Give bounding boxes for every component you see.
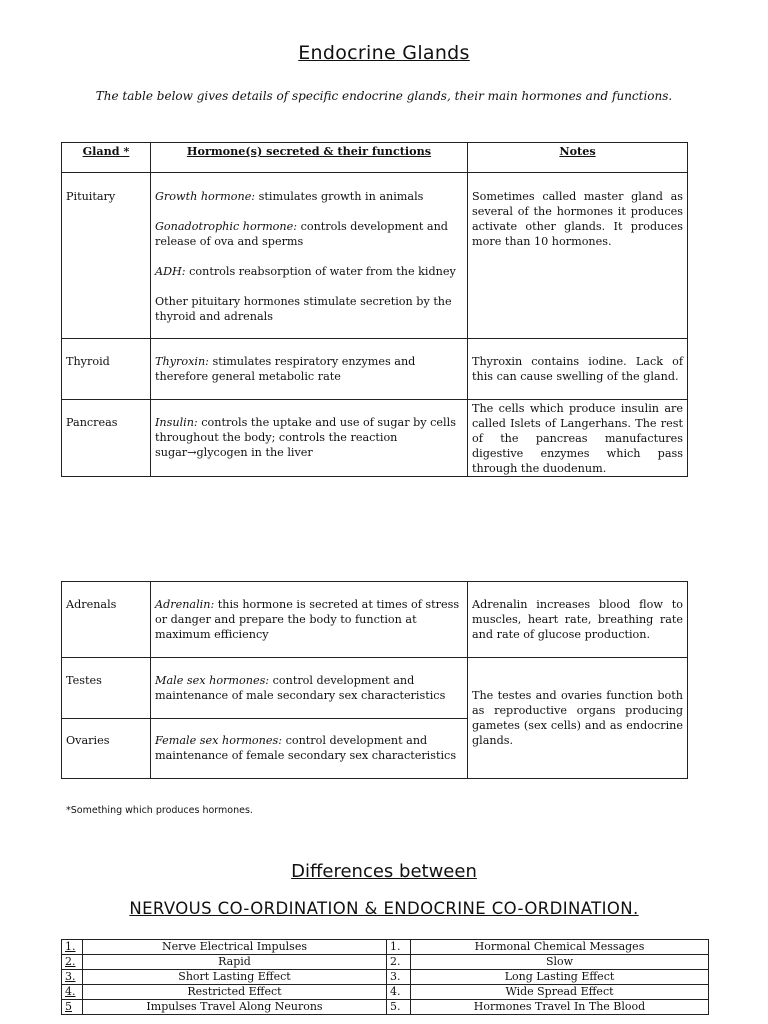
row-pituitary [62, 173, 688, 339]
nervous-number: 2. [62, 955, 83, 970]
endocrine-number: 3. [387, 970, 411, 985]
nervous-number: 1. [62, 940, 83, 955]
nervous-number: 3. [62, 970, 83, 985]
hormones-testes: Male sex hormones: control development and maintenance of male secondary sex characteristics [151, 658, 468, 719]
hormones-pancreas: Insulin: controls the uptake and use of sugar by cells throughout the body; controls the reaction sugar→glycogen in the liver [151, 400, 468, 477]
nervous-item: Short Lasting Effect [83, 970, 387, 985]
glands-table-2 [61, 581, 688, 779]
hormone-name: Adrenalin: [155, 598, 215, 611]
table-row [62, 985, 709, 1000]
table-row [62, 955, 709, 970]
header-gland: Gland * [62, 143, 151, 173]
endocrine-number: 2. [387, 955, 411, 970]
endocrine-item: Slow [411, 955, 709, 970]
notes-pancreas: The cells which produce insulin are called Islets of Langerhans. The rest of the pancreas manufactures digestive enzymes which pass through the duodenum. [468, 400, 688, 477]
page-title: Endocrine Glands [298, 42, 470, 64]
hormone-name: ADH: [155, 265, 186, 278]
differences-subtitle: NERVOUS CO-ORDINATION & ENDOCRINE CO-ORDINATION. [129, 899, 639, 918]
footnote: *Something which produces hormones. [66, 805, 253, 816]
endocrine-number: 4. [387, 985, 411, 1000]
table-row [62, 1000, 709, 1015]
hormone-name: Gonadotrophic hormone: [155, 220, 298, 233]
gland-adrenals: Adrenals [62, 582, 151, 658]
hormone-name: Female sex hormones: [155, 734, 283, 747]
hormone-name: Male sex hormones: [155, 674, 270, 687]
hormone-name: Thyroxin: [155, 355, 209, 368]
page-subtitle: The table below gives details of specific endocrine glands, their main hormones and functions. [95, 89, 673, 103]
differences-title: Differences between [291, 861, 477, 882]
endocrine-item: Wide Spread Effect [411, 985, 709, 1000]
hormones-ovaries: Female sex hormones: control development and maintenance of female secondary sex characteristics [151, 719, 468, 779]
endocrine-item: Long Lasting Effect [411, 970, 709, 985]
row-pancreas [62, 400, 688, 477]
hormones-adrenals: Adrenalin: this hormone is secreted at times of stress or danger and prepare the body to function at maximum efficiency [151, 582, 468, 658]
hormone-name: Insulin: [155, 416, 198, 429]
table-row [62, 940, 709, 955]
row-adrenals [62, 582, 688, 658]
hormones-pituitary: Growth hormone: stimulates growth in animals Gonadotrophic hormone: controls development and release of ova and sperms ADH: controls reabsorption of water from the kidney Other pituitary hormones stimulate secretion by the thyroid and adrenals [151, 173, 468, 339]
gland-testes: Testes [62, 658, 151, 719]
header-hormones: Hormone(s) secreted & their functions [151, 143, 468, 173]
nervous-item: Restricted Effect [83, 985, 387, 1000]
nervous-number: 5 [62, 1000, 83, 1015]
gland-pancreas: Pancreas [62, 400, 151, 477]
glands-table-1 [61, 142, 688, 477]
nervous-number: 4. [62, 985, 83, 1000]
row-thyroid [62, 339, 688, 400]
gland-ovaries: Ovaries [62, 719, 151, 779]
notes-testes-ovaries: The testes and ovaries function both as reproductive organs producing gametes (sex cells) and as endocrine glands. [468, 658, 688, 779]
table-header-row [62, 143, 688, 173]
differences-table [61, 939, 709, 1015]
gland-pituitary: Pituitary [62, 173, 151, 339]
nervous-item: Nerve Electrical Impulses [83, 940, 387, 955]
table-row [62, 970, 709, 985]
endocrine-item: Hormones Travel In The Blood [411, 1000, 709, 1015]
header-notes: Notes [468, 143, 688, 173]
endocrine-number: 1. [387, 940, 411, 955]
endocrine-number: 5. [387, 1000, 411, 1015]
nervous-item: Rapid [83, 955, 387, 970]
hormone-name: Growth hormone: [155, 190, 256, 203]
notes-pituitary: Sometimes called master gland as several of the hormones it produces activate other glands. It produces more than 10 hormones. [468, 173, 688, 339]
notes-thyroid: Thyroxin contains iodine. Lack of this can cause swelling of the gland. [468, 339, 688, 400]
notes-adrenals: Adrenalin increases blood flow to muscles, heart rate, breathing rate and rate of glucose production. [468, 582, 688, 658]
gland-thyroid: Thyroid [62, 339, 151, 400]
endocrine-item: Hormonal Chemical Messages [411, 940, 709, 955]
row-testes [62, 658, 688, 719]
nervous-item: Impulses Travel Along Neurons [83, 1000, 387, 1015]
hormones-thyroid: Thyroxin: stimulates respiratory enzymes and therefore general metabolic rate [151, 339, 468, 400]
